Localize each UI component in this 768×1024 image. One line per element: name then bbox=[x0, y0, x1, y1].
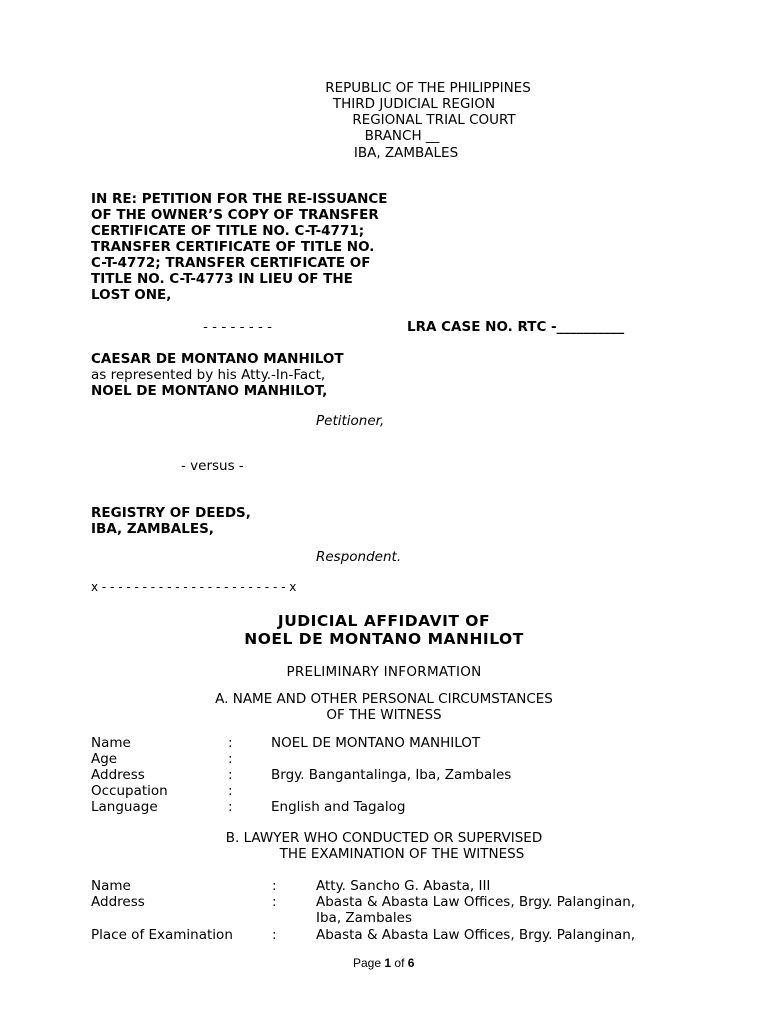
row-value-continued: Iba, Zambales bbox=[316, 910, 413, 926]
row-label: Language bbox=[91, 799, 158, 815]
row-colon: : bbox=[228, 767, 233, 783]
section-a-heading-2: OF THE WITNESS bbox=[326, 707, 442, 723]
row-colon: : bbox=[228, 799, 233, 815]
in-re-line-4: TRANSFER CERTIFICATE OF TITLE NO. bbox=[91, 239, 375, 255]
respondent-role: Respondent. bbox=[316, 549, 402, 565]
page-current: 1 bbox=[384, 956, 392, 970]
row-value: Abasta & Abasta Law Offices, Brgy. Palanginan, bbox=[316, 894, 636, 910]
in-re-line-1: IN RE: PETITION FOR THE RE-ISSUANCE bbox=[91, 191, 388, 207]
page-word: Page bbox=[353, 956, 382, 970]
case-number: LRA CASE NO. RTC -__________ bbox=[407, 319, 625, 335]
row-value: English and Tagalog bbox=[271, 799, 406, 815]
trial-court: REGIONAL TRIAL COURT bbox=[352, 112, 516, 128]
branch: BRANCH __ bbox=[364, 128, 440, 144]
row-label: Age bbox=[91, 751, 118, 767]
separator-dashes: - - - - - - - - bbox=[203, 319, 273, 335]
in-re-line-6: TITLE NO. C-T-4773 IN LIEU OF THE bbox=[91, 271, 353, 287]
court-name: REPUBLIC OF THE PHILIPPINES bbox=[325, 80, 531, 96]
page-footer bbox=[353, 955, 414, 971]
document-title-line-1: JUDICIAL AFFIDAVIT OF bbox=[277, 612, 491, 630]
row-label: Name bbox=[91, 878, 131, 894]
respondent-line-2: IBA, ZAMBALES, bbox=[91, 521, 214, 537]
row-label: Address bbox=[91, 767, 145, 783]
row-label: Occupation bbox=[91, 783, 168, 799]
in-re-line-2: OF THE OWNER’S COPY OF TRANSFER bbox=[91, 207, 379, 223]
court-location: IBA, ZAMBALES bbox=[353, 145, 459, 161]
in-re-line-3: CERTIFICATE OF TITLE NO. C-T-4771; bbox=[91, 223, 365, 239]
row-value: Atty. Sancho G. Abasta, III bbox=[316, 878, 491, 894]
row-value: Abasta & Abasta Law Offices, Brgy. Palanginan, bbox=[316, 927, 636, 943]
section-b-heading-1: B. LAWYER WHO CONDUCTED OR SUPERVISED bbox=[225, 830, 543, 846]
judicial-region: THIRD JUDICIAL REGION bbox=[332, 96, 496, 112]
row-label: Place of Examination bbox=[91, 927, 233, 943]
preliminary-heading: PRELIMINARY INFORMATION bbox=[286, 664, 482, 680]
section-b-heading-2: THE EXAMINATION OF THE WITNESS bbox=[279, 846, 525, 862]
caption-divider: x - - - - - - - - - - - - - - - - - - - - - - - x bbox=[91, 580, 297, 594]
section-a-heading-1: A. NAME AND OTHER PERSONAL CIRCUMSTANCES bbox=[215, 691, 553, 707]
respondent-line-1: REGISTRY OF DEEDS, bbox=[91, 505, 251, 521]
row-colon: : bbox=[272, 878, 277, 894]
row-colon: : bbox=[228, 783, 233, 799]
row-label: Address bbox=[91, 894, 145, 910]
represented-by: as represented by his Atty.-In-Fact, bbox=[91, 367, 326, 383]
representative-name: NOEL DE MONTANO MANHILOT, bbox=[91, 383, 328, 399]
row-value: Brgy. Bangantalinga, Iba, Zambales bbox=[271, 767, 512, 783]
in-re-line-5: C-T-4772; TRANSFER CERTIFICATE OF bbox=[91, 255, 371, 271]
row-colon: : bbox=[228, 735, 233, 751]
page-total: 6 bbox=[407, 956, 415, 970]
in-re-line-7: LOST ONE, bbox=[91, 287, 172, 303]
petitioner-role: Petitioner, bbox=[316, 413, 385, 429]
row-colon: : bbox=[272, 927, 277, 943]
row-colon: : bbox=[272, 894, 277, 910]
row-value: NOEL DE MONTANO MANHILOT bbox=[271, 735, 481, 751]
petitioner-name: CAESAR DE MONTANO MANHILOT bbox=[91, 351, 344, 367]
row-colon: : bbox=[228, 751, 233, 767]
row-label: Name bbox=[91, 735, 131, 751]
versus: - versus - bbox=[181, 458, 244, 474]
document-title-line-2: NOEL DE MONTANO MANHILOT bbox=[244, 630, 524, 648]
of-word: of bbox=[394, 956, 405, 970]
